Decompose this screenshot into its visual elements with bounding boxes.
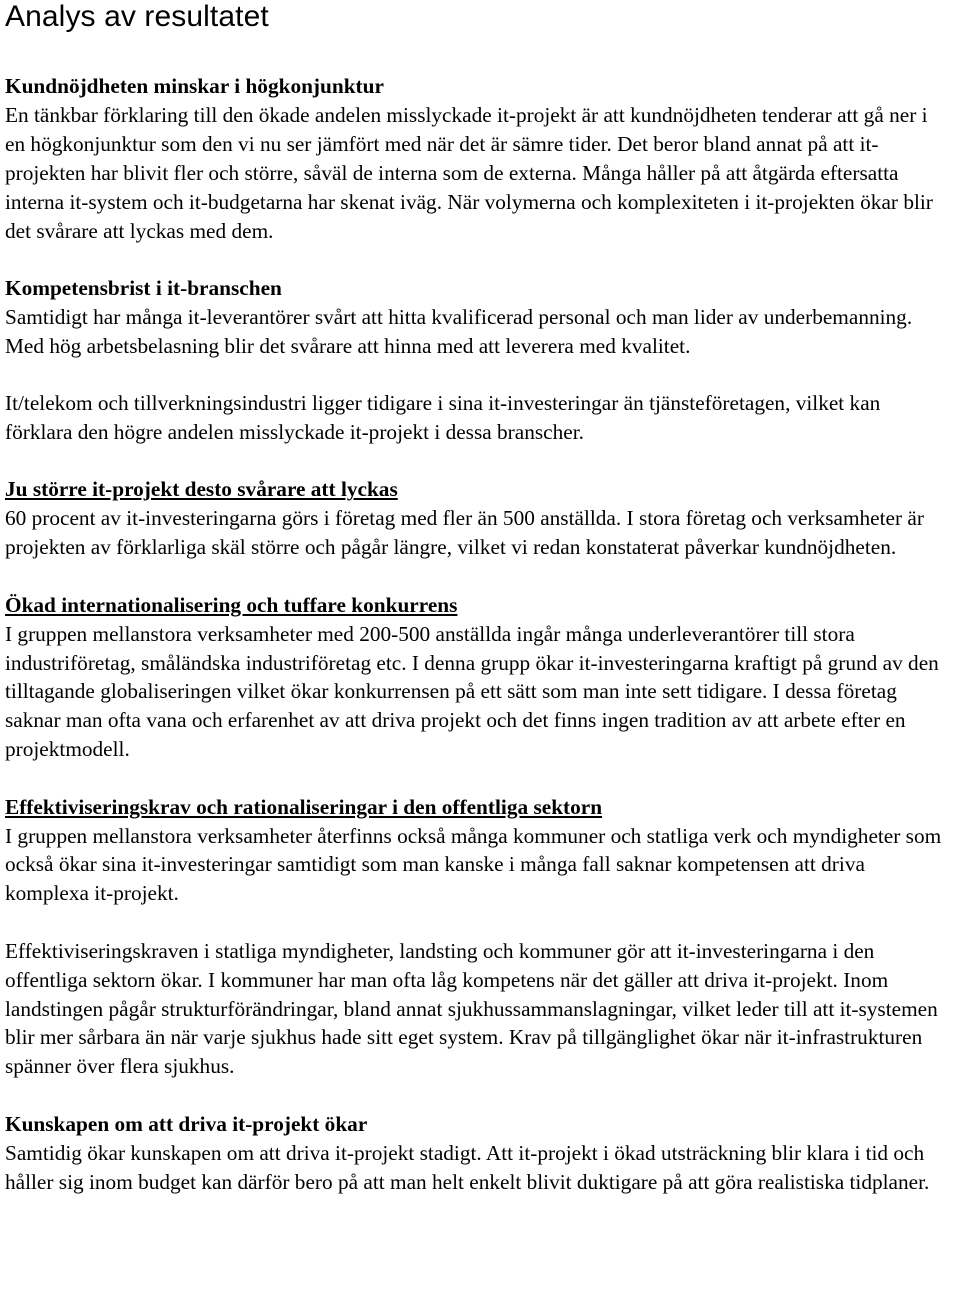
section-body: Samtidigt har många it-leverantörer svårt att hitta kvalificerad personal och man lider av underbemanning. Med hög arbetsbelasning blir det svårare att hinna med att leverera med kvalitet. <box>5 304 913 358</box>
section-heading: Kunskapen om att driva it-projekt ökar <box>5 1111 368 1136</box>
section-body: En tänkbar förklaring till den ökade andelen misslyckade it-projekt är att kundnöjdheten tenderar att gå ner i en högkonjunktur som den vi nu ser jämfört med när det är sämre tider. Det beror bland annat på att it-projekten har blivit fler och större, såväl de interna som de externa. Många håller på att åtgärda eftersatta interna it-system och it-budgetarna har skenat iväg. När volymerna och komplexiteten i it-projekten ökar blir det svårare att lyckas med dem. <box>5 102 933 243</box>
section-body: 60 procent av it-investeringarna görs i företag med fler än 500 anställda. I stora företag och verksamheter är projekten av förklarliga skäl större och pågår längre, vilket vi redan konstaterat påverkar kundnöjdheten. <box>5 506 924 560</box>
section-body: I gruppen mellanstora verksamheter återfinns också många kommuner och statliga verk och myndigheter som också ökar sina it-investeringar samtidigt som man kanske i många fall saknar kompetensen att driva komplexa it-projekt. <box>5 823 942 906</box>
section-heading: Kundnöjdheten minskar i högkonjunktur <box>5 74 384 98</box>
section-heading: Effektiviseringskrav och rationaliseringar i den offentliga sektorn <box>5 794 603 819</box>
section-internationalisering <box>5 591 952 764</box>
section-body: Samtidig ökar kunskapen om att driva it-projekt stadigt. Att it-projekt i ökad utsträckning blir klara i tid och håller sig inom budget kan därför bero på att man helt enkelt blivit duktigare på att göra realistiska tidplaner. <box>5 1140 930 1194</box>
section-kundnojdhet <box>5 72 952 245</box>
section-heading: Ju större it-projekt desto svårare att lyckas <box>5 477 398 502</box>
section-storre-projekt <box>5 475 952 562</box>
section-kompetensbrist <box>5 274 952 361</box>
paragraph-text: It/telekom och tillverkningsindustri ligger tidigare i sina it-investeringar än tjänsteföretagen, vilket kan förklara den högre andelen misslyckade it-projekt i dessa branscher. <box>5 391 881 445</box>
section-effektiviseringskrav <box>5 793 952 909</box>
paragraph-telekom <box>5 389 952 447</box>
page-title: Analys av resultatet <box>5 0 269 33</box>
section-body: I gruppen mellanstora verksamheter med 200-500 anställda ingår många underleverantörer till stora industriföretag, småländska industriföretag etc. I denna grupp ökar it-investeringarna kraftigt på grund av den tilltagande globaliseringen vilket ökar konkurrensen på ett sätt som man inte sett tidigare. I dessa företag saknar man ofta vana och erfarenhet av att driva projekt och det finns ingen tradition av att arbete efter en projektmodell. <box>5 621 939 762</box>
paragraph-text: Effektiviseringskraven i statliga myndigheter, landsting och kommuner gör att it-investeringarna i den offentliga sektorn ökar. I kommuner har man ofta låg kompetens när det gäller att driva it-projekt. Inom landstingen pågår strukturförändringar, bland annat sjukhussammanslagningar, vilket leder till att it-systemen blir mer sårbara än när varje sjukhus hade sitt eget system. Krav på tillgänglighet ökar när it-infrastrukturen spänner över flera sjukhus. <box>5 938 938 1079</box>
section-heading: Ökad internationalisering och tuffare konkurrens <box>5 592 458 617</box>
paragraph-offentlig-sektor <box>5 937 952 1082</box>
section-heading: Kompetensbrist i it-branschen <box>5 275 282 300</box>
section-kunskap <box>5 1110 952 1197</box>
